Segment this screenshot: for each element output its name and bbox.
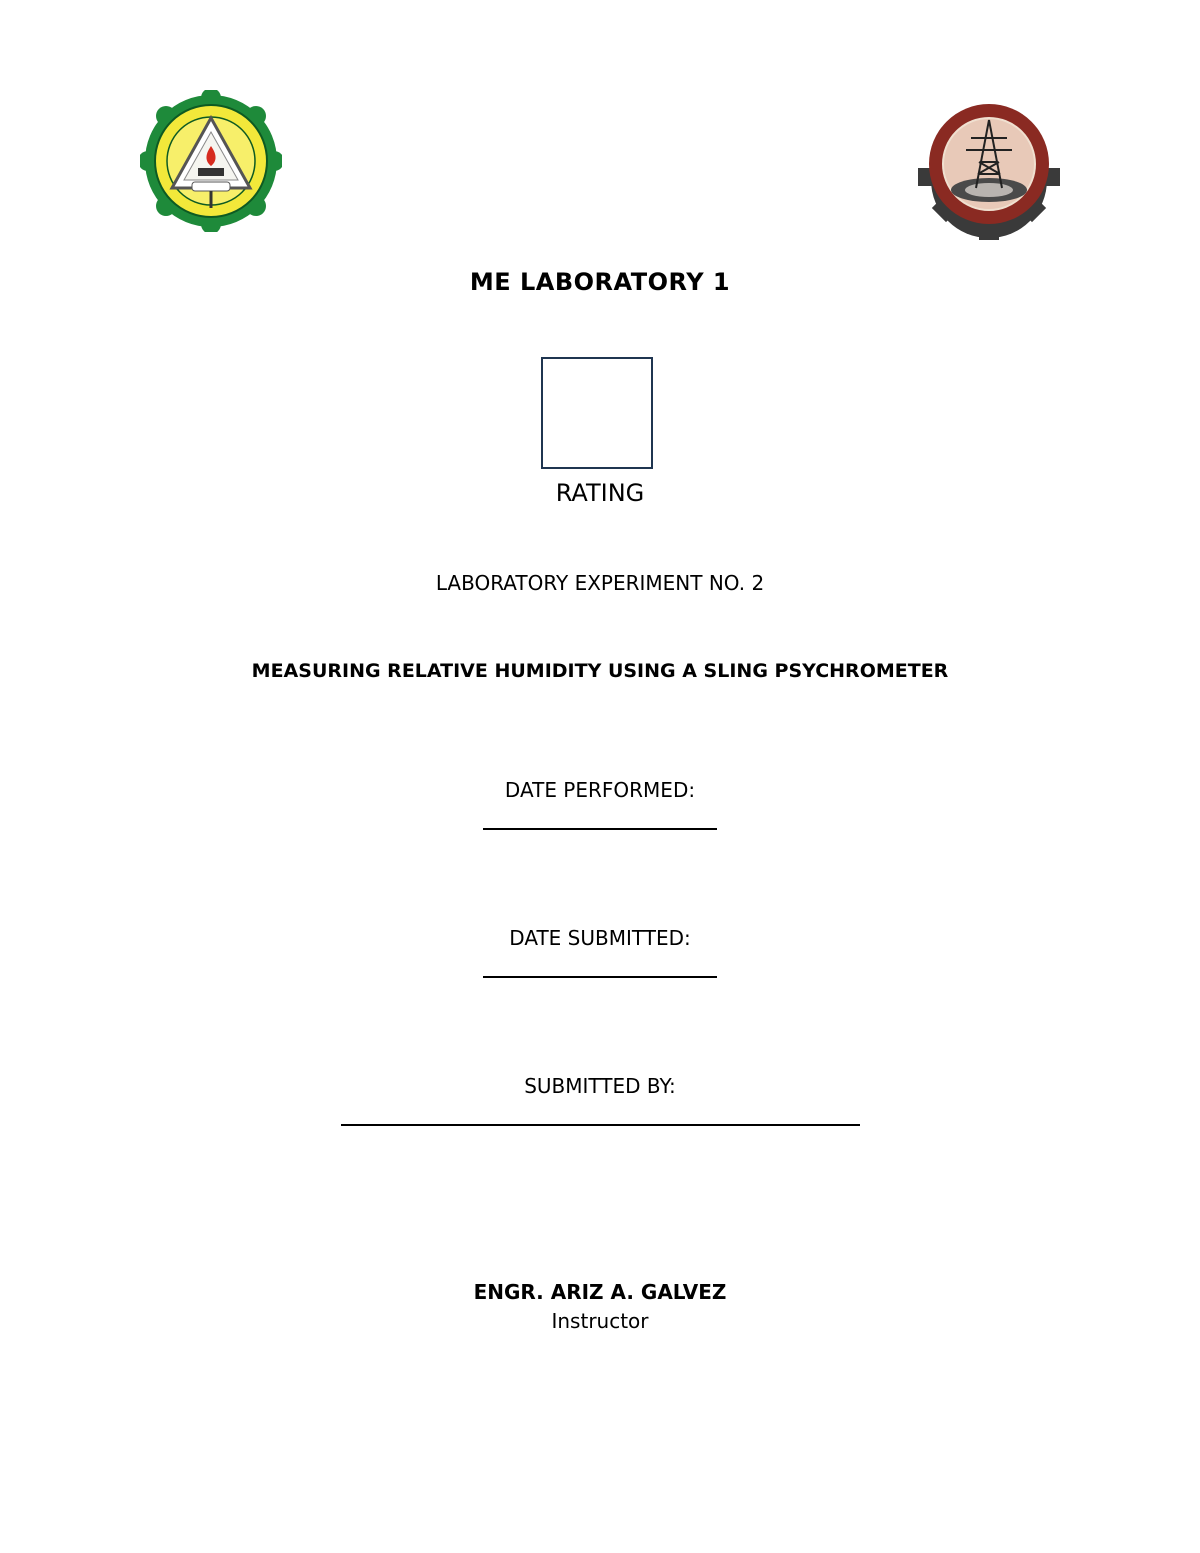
experiment-number: LABORATORY EXPERIMENT NO. 2 — [435, 571, 765, 595]
rating-label: RATING — [555, 479, 645, 507]
date-performed-label: DATE PERFORMED: — [504, 778, 696, 802]
college-of-engineering-seal-logo — [916, 98, 1062, 244]
submitted-by-label: SUBMITTED BY: — [524, 1074, 676, 1098]
experiment-title: MEASURING RELATIVE HUMIDITY USING A SLING PSYCHROMETER — [251, 660, 949, 682]
university-seal-logo — [140, 90, 282, 232]
page-title: ME LABORATORY 1 — [469, 268, 731, 296]
date-performed-line — [483, 828, 717, 830]
instructor-name: ENGR. ARIZ A. GALVEZ — [473, 1280, 727, 1304]
instructor-role: Instructor — [551, 1309, 649, 1333]
submitted-by-line — [341, 1124, 860, 1126]
rating-box — [541, 357, 653, 469]
date-submitted-label: DATE SUBMITTED: — [509, 926, 691, 950]
date-submitted-line — [483, 976, 717, 978]
